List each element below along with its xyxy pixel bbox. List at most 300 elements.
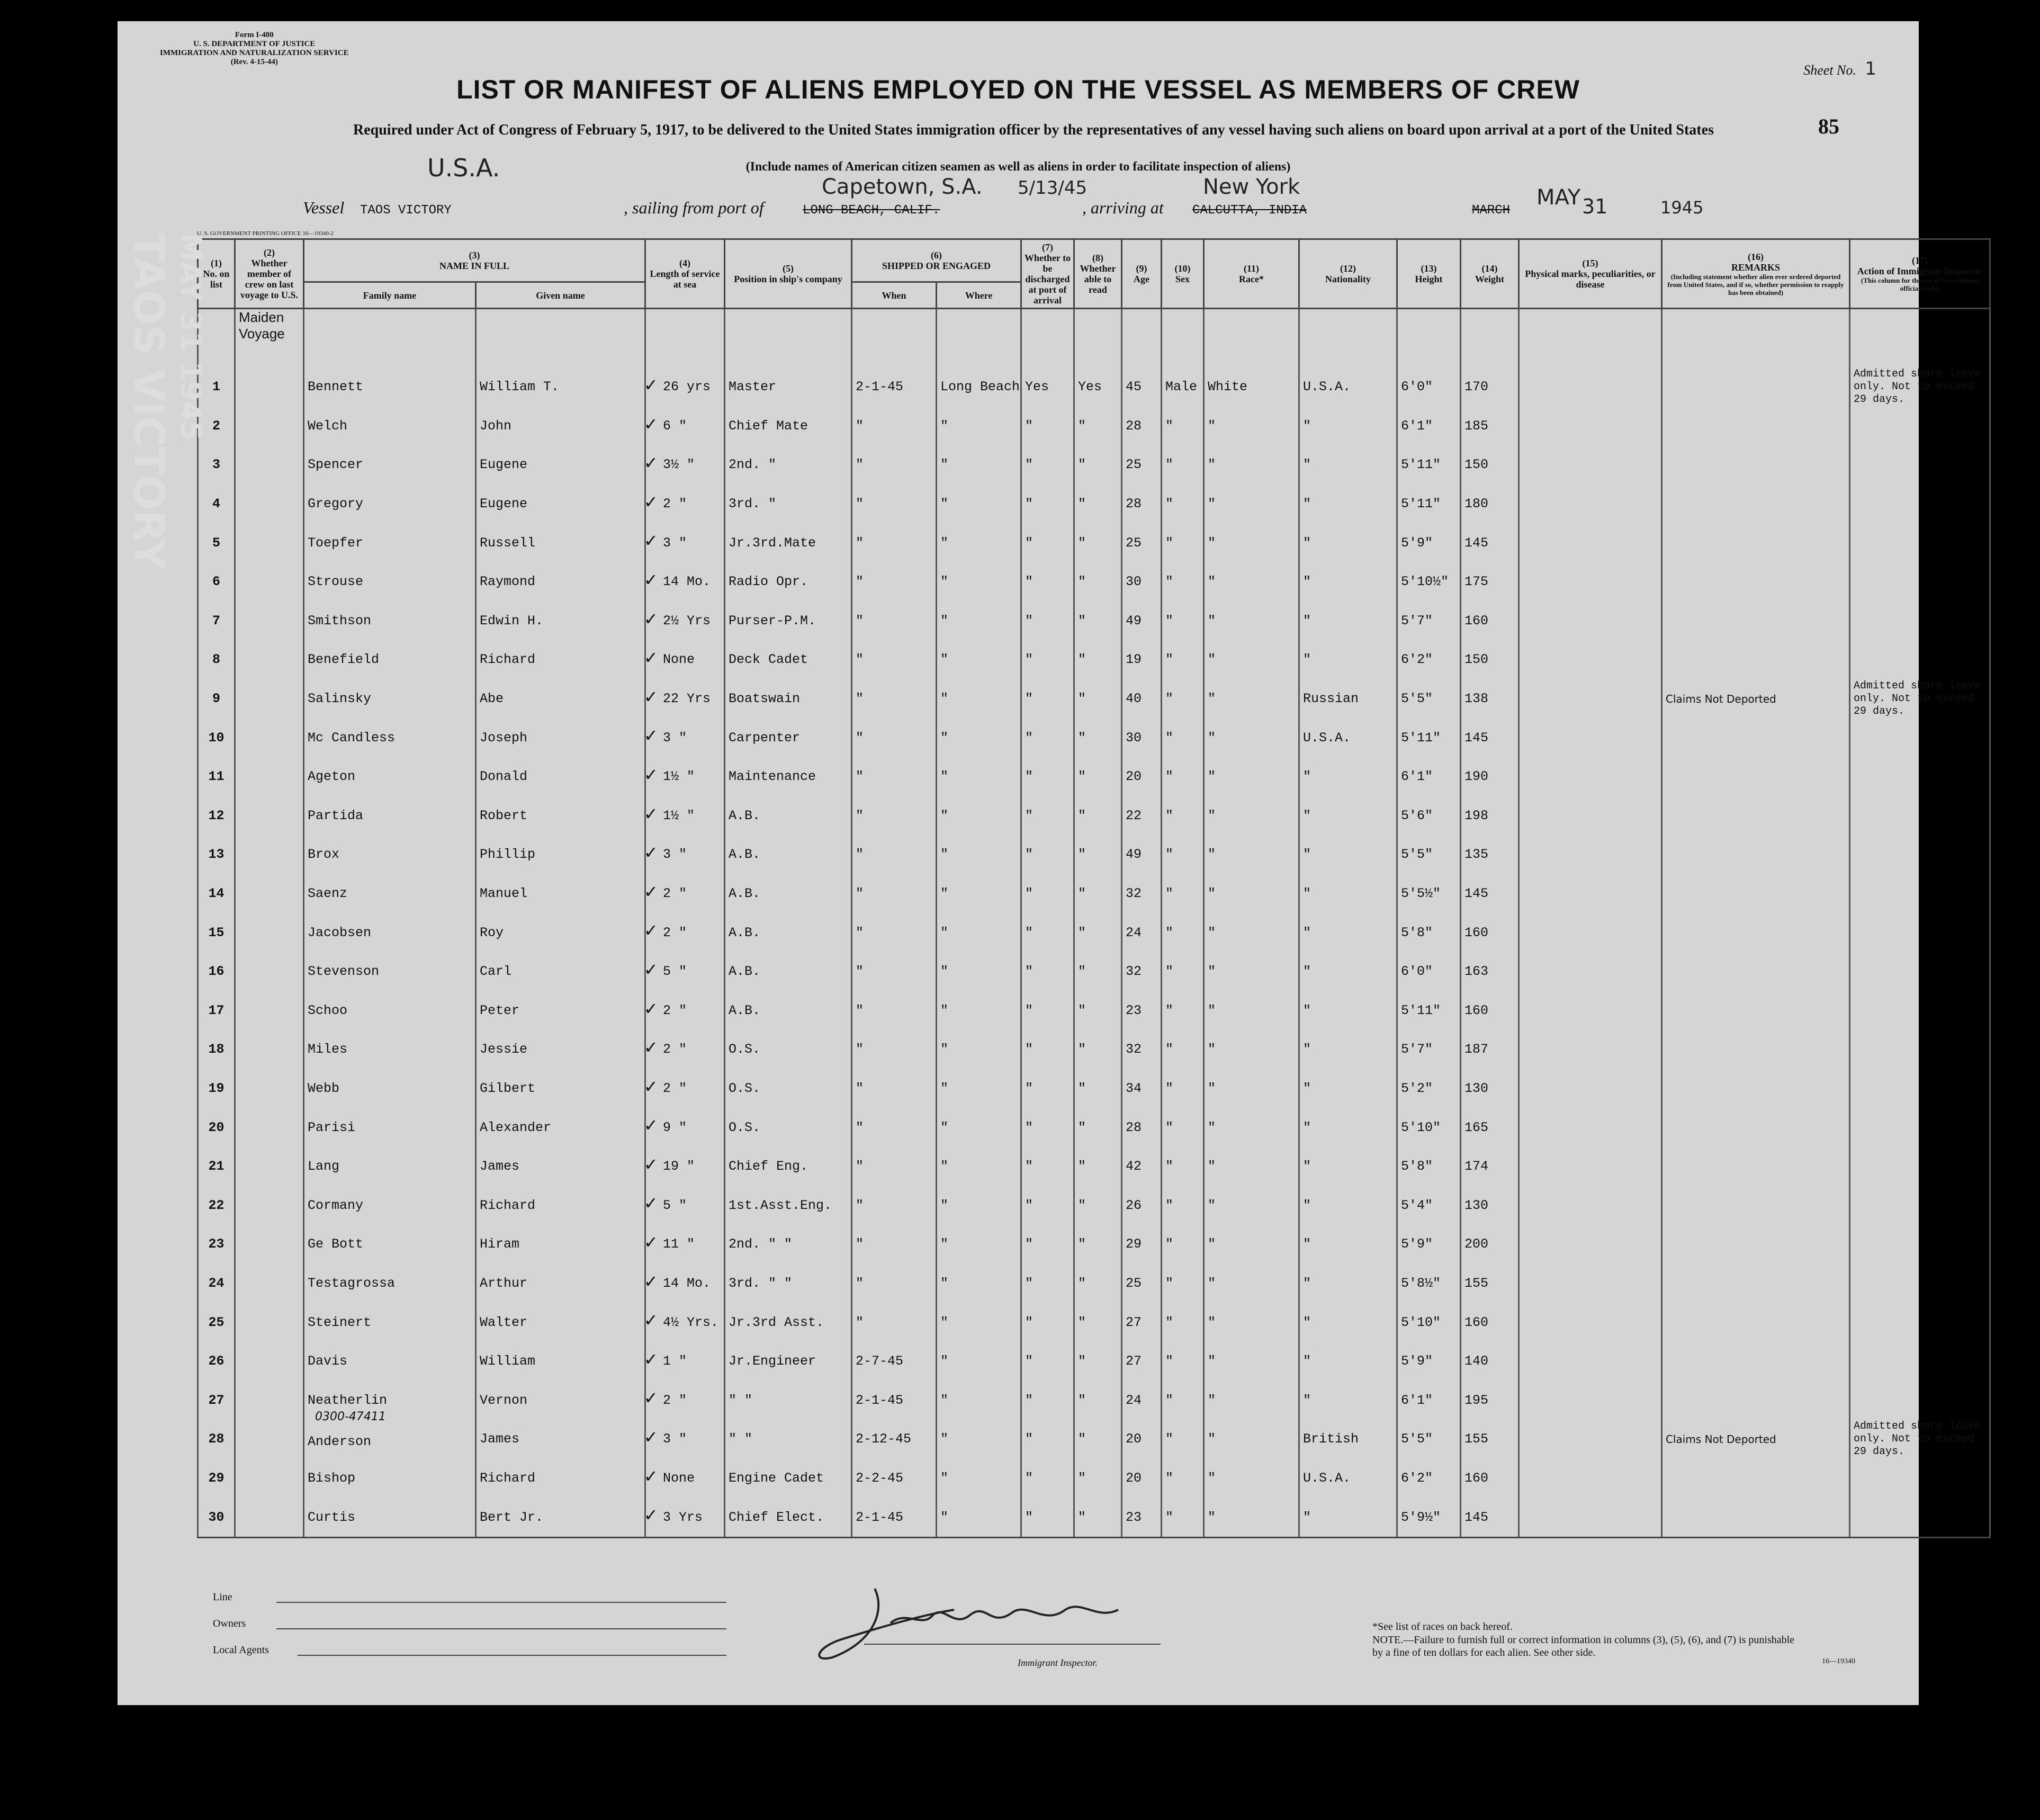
- race: ": [1204, 445, 1299, 485]
- col-header-height: (13) Height: [1397, 239, 1461, 309]
- remarks: [1662, 913, 1850, 952]
- weight: 140: [1461, 1342, 1519, 1381]
- position: 3rd. ": [725, 485, 852, 524]
- shipped-when: ": [852, 991, 937, 1030]
- remarks: [1662, 1108, 1850, 1147]
- line-number: 28: [198, 1420, 235, 1459]
- agents-underline: [298, 1655, 726, 1656]
- line-number: 6: [198, 562, 235, 602]
- physical-marks: [1519, 835, 1662, 874]
- position: 1st.Asst.Eng.: [725, 1186, 852, 1225]
- able-to-read: ": [1074, 1303, 1122, 1342]
- discharged: ": [1021, 679, 1074, 719]
- shipped-where: ": [937, 1420, 1021, 1459]
- able-to-read: ": [1074, 602, 1122, 641]
- race: ": [1204, 1186, 1299, 1225]
- service-length: [645, 1420, 725, 1459]
- line-number: 18: [198, 1030, 235, 1069]
- height: 6'1": [1397, 757, 1461, 796]
- last-voyage-cell: [235, 874, 304, 913]
- physical-marks: [1519, 874, 1662, 913]
- discharged: ": [1021, 640, 1074, 679]
- height: 5'9": [1397, 523, 1461, 562]
- age: 27: [1122, 1303, 1162, 1342]
- col-header-read: (8) Whether able to read: [1074, 239, 1122, 309]
- month-handwritten: MAY: [1536, 185, 1581, 210]
- crew-rows: [198, 309, 1990, 1538]
- race: ": [1204, 835, 1299, 874]
- check-mark-icon: ✓: [644, 764, 658, 785]
- race: ": [1204, 679, 1299, 719]
- service-length: [645, 562, 725, 602]
- nationality: ": [1299, 835, 1397, 874]
- remarks: [1662, 407, 1850, 446]
- given-name: Jessie: [476, 1030, 645, 1069]
- able-to-read: ": [1074, 1186, 1122, 1225]
- position: Carpenter: [725, 718, 852, 757]
- given-name: William: [476, 1342, 645, 1381]
- service-length: [645, 796, 725, 836]
- family-name: Mc Candless: [304, 718, 476, 757]
- physical-marks: [1519, 1342, 1662, 1381]
- service-length: [645, 602, 725, 641]
- sex: ": [1162, 1069, 1204, 1108]
- physical-marks: [1519, 1147, 1662, 1186]
- service-length: [645, 523, 725, 562]
- remarks: [1662, 445, 1850, 485]
- table-row: [198, 874, 1990, 913]
- service-length: [645, 913, 725, 952]
- vessel-flag: U.S.A.: [427, 154, 500, 182]
- remarks: [1662, 796, 1850, 836]
- col-header-family-name: Family name: [304, 282, 476, 309]
- family-name: Spencer: [304, 445, 476, 485]
- table-row: [198, 679, 1990, 719]
- given-name: William T.: [476, 367, 645, 407]
- remarks: [1662, 640, 1850, 679]
- nationality: ": [1299, 913, 1397, 952]
- family-name: Webb: [304, 1069, 476, 1108]
- inspector-action: [1850, 1264, 1990, 1303]
- inspector-action: [1850, 1030, 1990, 1069]
- family-name: Steinert: [304, 1303, 476, 1342]
- shipped-when: 2-1-45: [852, 1498, 937, 1537]
- nationality: ": [1299, 562, 1397, 602]
- line-number: 2: [198, 407, 235, 446]
- shipped-when: ": [852, 1030, 937, 1069]
- service-length-text: 11 ": [663, 1236, 695, 1252]
- remarks: [1662, 718, 1850, 757]
- inspector-action: [1850, 602, 1990, 641]
- line-number: 8: [198, 640, 235, 679]
- line-number: 23: [198, 1225, 235, 1264]
- remarks: [1662, 1303, 1850, 1342]
- position: O.S.: [725, 1108, 852, 1147]
- discharged: ": [1021, 1147, 1074, 1186]
- position: Chief Mate: [725, 407, 852, 446]
- race: ": [1204, 874, 1299, 913]
- department: U. S. DEPARTMENT OF JUSTICE: [193, 40, 316, 48]
- line-number: 19: [198, 1069, 235, 1108]
- weight: 174: [1461, 1147, 1519, 1186]
- family-name: [304, 1410, 476, 1459]
- given-name: Alexander: [476, 1108, 645, 1147]
- shipped-where: ": [937, 874, 1021, 913]
- remarks: [1662, 952, 1850, 991]
- physical-marks: [1519, 1069, 1662, 1108]
- able-to-read: ": [1074, 757, 1122, 796]
- table-row: [198, 485, 1990, 524]
- service-length: [645, 445, 725, 485]
- physical-marks: [1519, 1264, 1662, 1303]
- able-to-read: ": [1074, 1342, 1122, 1381]
- height: 5'4": [1397, 1186, 1461, 1225]
- last-voyage-cell: [235, 602, 304, 641]
- check-mark-icon: ✓: [644, 803, 658, 824]
- page-title: LIST OR MANIFEST OF ALIENS EMPLOYED ON THE VESSEL AS MEMBERS OF CREW: [456, 75, 1580, 104]
- shipped-when: 2-1-45: [852, 367, 937, 407]
- shipped-when: ": [852, 757, 937, 796]
- line-number: 12: [198, 796, 235, 836]
- discharged: ": [1021, 1264, 1074, 1303]
- check-mark-icon: ✓: [644, 414, 658, 434]
- col-header-no: (1) No. on list: [198, 239, 235, 309]
- service-length: [645, 679, 725, 719]
- check-mark-icon: ✓: [644, 920, 658, 941]
- form-number: Form I-480: [235, 31, 274, 39]
- weight: 145: [1461, 874, 1519, 913]
- able-to-read: ": [1074, 562, 1122, 602]
- line-number: 1: [198, 367, 235, 407]
- table-row: [198, 796, 1990, 836]
- discharged: ": [1021, 913, 1074, 952]
- remarks: [1662, 757, 1850, 796]
- last-voyage-cell: [235, 640, 304, 679]
- shipped-when: ": [852, 1264, 937, 1303]
- line-number: 3: [198, 445, 235, 485]
- given-name: Arthur: [476, 1264, 645, 1303]
- discharged: ": [1021, 1069, 1074, 1108]
- printing-office: U. S. GOVERNMENT PRINTING OFFICE 16—19340-2: [197, 230, 334, 237]
- inspector-label: Immigrant Inspector.: [1018, 1657, 1098, 1668]
- given-name: Eugene: [476, 485, 645, 524]
- weight: 150: [1461, 640, 1519, 679]
- service-length: [645, 1186, 725, 1225]
- remarks: [1662, 1459, 1850, 1498]
- line-number: 27: [198, 1380, 235, 1420]
- service-length: [645, 367, 725, 407]
- service-length-text: 5 ": [663, 964, 687, 980]
- col-header-service: (4) Length of service at sea: [645, 239, 725, 309]
- line-number: 5: [198, 523, 235, 562]
- inspector-action: [1850, 1186, 1990, 1225]
- service-length: [645, 1459, 725, 1498]
- sex: ": [1162, 679, 1204, 719]
- race: ": [1204, 523, 1299, 562]
- inspector-action: Admitted shore leave only. Not to exceed 29 days.: [1850, 679, 1990, 719]
- sex: ": [1162, 913, 1204, 952]
- maiden-voyage-note: Maiden Voyage: [235, 309, 304, 368]
- remarks: [1662, 1380, 1850, 1420]
- table-row: [198, 1225, 1990, 1264]
- service-length-text: 4½ Yrs.: [663, 1314, 719, 1330]
- position: O.S.: [725, 1030, 852, 1069]
- shipped-where: ": [937, 602, 1021, 641]
- inspector-signature: [801, 1578, 1171, 1668]
- sex: ": [1162, 1380, 1204, 1420]
- nationality: U.S.A.: [1299, 367, 1397, 407]
- inspector-action: [1850, 1147, 1990, 1186]
- sex: ": [1162, 1108, 1204, 1147]
- service-length: [645, 1380, 725, 1420]
- manifest-sheet: [118, 21, 1983, 1705]
- age: 19: [1122, 640, 1162, 679]
- able-to-read: ": [1074, 1147, 1122, 1186]
- family-name: Bishop: [304, 1459, 476, 1498]
- discharged: ": [1021, 562, 1074, 602]
- nationality: ": [1299, 1225, 1397, 1264]
- weight: 130: [1461, 1186, 1519, 1225]
- weight: 190: [1461, 757, 1519, 796]
- discharged: ": [1021, 1030, 1074, 1069]
- stamp-date: MAY 31 1945: [174, 233, 208, 441]
- race: ": [1204, 1225, 1299, 1264]
- weight: 160: [1461, 1459, 1519, 1498]
- family-name: Davis: [304, 1342, 476, 1381]
- year: 1945: [1660, 198, 1704, 218]
- port-struck: LONG BEACH, CALIF.: [803, 203, 940, 218]
- shipped-when: ": [852, 913, 937, 952]
- nationality: ": [1299, 445, 1397, 485]
- weight: 130: [1461, 1069, 1519, 1108]
- service-length: [645, 757, 725, 796]
- given-name: Richard: [476, 640, 645, 679]
- table-row: [198, 367, 1990, 407]
- given-name: Russell: [476, 523, 645, 562]
- table-row: [198, 1303, 1990, 1342]
- line-number: 10: [198, 718, 235, 757]
- service-length: [645, 952, 725, 991]
- check-mark-icon: ✓: [644, 998, 658, 1019]
- service-length-text: 19 ": [663, 1159, 695, 1175]
- age: 32: [1122, 952, 1162, 991]
- given-name: John: [476, 407, 645, 446]
- check-mark-icon: ✓: [644, 1310, 658, 1331]
- check-mark-icon: ✓: [644, 881, 658, 902]
- port-handwritten: Capetown, S.A.: [822, 175, 983, 199]
- age: 23: [1122, 991, 1162, 1030]
- sex: ": [1162, 718, 1204, 757]
- physical-marks: [1519, 602, 1662, 641]
- discharged: ": [1021, 718, 1074, 757]
- given-name: Vernon: [476, 1380, 645, 1420]
- height: 5'11": [1397, 718, 1461, 757]
- family-name: Toepfer: [304, 523, 476, 562]
- revision: (Rev. 4-15-44): [230, 58, 278, 66]
- last-voyage-cell: [235, 1225, 304, 1264]
- able-to-read: ": [1074, 445, 1122, 485]
- nationality: ": [1299, 485, 1397, 524]
- nationality: ": [1299, 1342, 1397, 1381]
- shipped-where: ": [937, 991, 1021, 1030]
- physical-marks: [1519, 991, 1662, 1030]
- weight: 198: [1461, 796, 1519, 836]
- weight: 170: [1461, 367, 1519, 407]
- failure-note: NOTE.—Failure to furnish full or correct information in columns (3), (5), (6), and (7) is punishable by a fine of ten dollars for each alien. See other side.: [1372, 1634, 1795, 1658]
- nationality: ": [1299, 1303, 1397, 1342]
- age: 25: [1122, 1264, 1162, 1303]
- table-row: [198, 1030, 1990, 1069]
- family-name: Partida: [304, 796, 476, 836]
- line-number: 29: [198, 1459, 235, 1498]
- inspector-action: [1850, 952, 1990, 991]
- shipped-where: Long Beach: [937, 367, 1021, 407]
- discharged: ": [1021, 952, 1074, 991]
- nationality: ": [1299, 1264, 1397, 1303]
- service-length-text: None: [663, 652, 695, 668]
- service-length-text: 2 ": [663, 886, 687, 902]
- discharged: Yes: [1021, 367, 1074, 407]
- sex: ": [1162, 757, 1204, 796]
- discharged: ": [1021, 1459, 1074, 1498]
- weight: 155: [1461, 1420, 1519, 1459]
- inspector-action: [1850, 874, 1990, 913]
- family-name: Lang: [304, 1147, 476, 1186]
- check-mark-icon: ✓: [644, 1505, 658, 1526]
- age: 28: [1122, 485, 1162, 524]
- position: A.B.: [725, 796, 852, 836]
- family-name: Salinsky: [304, 679, 476, 719]
- position: A.B.: [725, 991, 852, 1030]
- physical-marks: [1519, 1459, 1662, 1498]
- race: White: [1204, 367, 1299, 407]
- inspector-action: [1850, 562, 1990, 602]
- height: 6'2": [1397, 640, 1461, 679]
- physical-marks: [1519, 445, 1662, 485]
- nationality: ": [1299, 1069, 1397, 1108]
- position: Engine Cadet: [725, 1459, 852, 1498]
- service-length-text: 2 ": [663, 925, 687, 940]
- shipped-when: ": [852, 679, 937, 719]
- line-underline: [276, 1602, 726, 1603]
- height: 5'11": [1397, 445, 1461, 485]
- height: 5'2": [1397, 1069, 1461, 1108]
- discharged: ": [1021, 407, 1074, 446]
- table-row: [198, 1459, 1990, 1498]
- nationality: ": [1299, 1186, 1397, 1225]
- line-number: 22: [198, 1186, 235, 1225]
- shipped-where: ": [937, 1186, 1021, 1225]
- family-name: Stevenson: [304, 952, 476, 991]
- remarks: [1662, 1264, 1850, 1303]
- shipped-where: ": [937, 407, 1021, 446]
- col-header-nationality: (12) Nationality: [1299, 239, 1397, 309]
- vessel-row: [303, 195, 1703, 218]
- discharged: ": [1021, 523, 1074, 562]
- last-voyage-cell: [235, 1420, 304, 1459]
- agents-label: Local Agents: [213, 1644, 269, 1656]
- line-number: 25: [198, 1303, 235, 1342]
- line-number: 7: [198, 602, 235, 641]
- service-length: [645, 1498, 725, 1537]
- form-identifier: [160, 31, 349, 67]
- service-length: [645, 1147, 725, 1186]
- able-to-read: ": [1074, 523, 1122, 562]
- weight: 145: [1461, 523, 1519, 562]
- shipped-where: ": [937, 1147, 1021, 1186]
- inspector-action: [1850, 913, 1990, 952]
- col-header-when: When: [852, 282, 937, 309]
- remarks: [1662, 874, 1850, 913]
- sex: ": [1162, 640, 1204, 679]
- age: 28: [1122, 407, 1162, 446]
- height: 5'7": [1397, 602, 1461, 641]
- inspector-action: [1850, 1225, 1990, 1264]
- weight: 175: [1461, 562, 1519, 602]
- weight: 195: [1461, 1380, 1519, 1420]
- position: Deck Cadet: [725, 640, 852, 679]
- race: ": [1204, 1459, 1299, 1498]
- col-header-name: (3) NAME IN FULL: [304, 239, 645, 282]
- height: 5'11": [1397, 991, 1461, 1030]
- nationality: ": [1299, 1108, 1397, 1147]
- check-mark-icon: ✓: [644, 1193, 658, 1214]
- check-mark-icon: ✓: [644, 1037, 658, 1058]
- last-voyage-cell: [235, 445, 304, 485]
- col-header-position: (5) Position in ship's company: [725, 239, 852, 309]
- able-to-read: ": [1074, 952, 1122, 991]
- page-number: 85: [1818, 114, 1839, 138]
- family-name: Smithson: [304, 602, 476, 641]
- inspector-action: [1850, 1108, 1990, 1147]
- service-length-text: 3 ": [663, 730, 687, 746]
- discharged: ": [1021, 1342, 1074, 1381]
- line-number: 11: [198, 757, 235, 796]
- family-name: Ge Bott: [304, 1225, 476, 1264]
- shipped-when: ": [852, 485, 937, 524]
- last-voyage-cell: [235, 1459, 304, 1498]
- shipped-where: ": [937, 1225, 1021, 1264]
- check-mark-icon: ✓: [644, 686, 658, 707]
- col-header-marks: (15) Physical marks, peculiarities, or disease: [1519, 239, 1662, 309]
- check-mark-icon: ✓: [644, 531, 658, 551]
- service-length: [645, 1303, 725, 1342]
- table-row: [198, 523, 1990, 562]
- physical-marks: [1519, 523, 1662, 562]
- inspector-action: [1850, 796, 1990, 836]
- position: Radio Opr.: [725, 562, 852, 602]
- col-header-shipped: (6) SHIPPED OR ENGAGED: [852, 239, 1021, 282]
- discharged: ": [1021, 445, 1074, 485]
- nationality: ": [1299, 1147, 1397, 1186]
- given-name: Phillip: [476, 835, 645, 874]
- race: ": [1204, 1380, 1299, 1420]
- discharged: ": [1021, 1380, 1074, 1420]
- sex: ": [1162, 407, 1204, 446]
- nationality: U.S.A.: [1299, 1459, 1397, 1498]
- shipped-when: ": [852, 835, 937, 874]
- race: ": [1204, 913, 1299, 952]
- check-mark-icon: ✓: [644, 1349, 658, 1369]
- shipped-when: ": [852, 445, 937, 485]
- discharged: ": [1021, 1420, 1074, 1459]
- check-mark-icon: ✓: [644, 1427, 658, 1448]
- position: 3rd. " ": [725, 1264, 852, 1303]
- weight: 138: [1461, 679, 1519, 719]
- physical-marks: [1519, 1030, 1662, 1069]
- service-length: [645, 991, 725, 1030]
- table-row: [198, 1186, 1990, 1225]
